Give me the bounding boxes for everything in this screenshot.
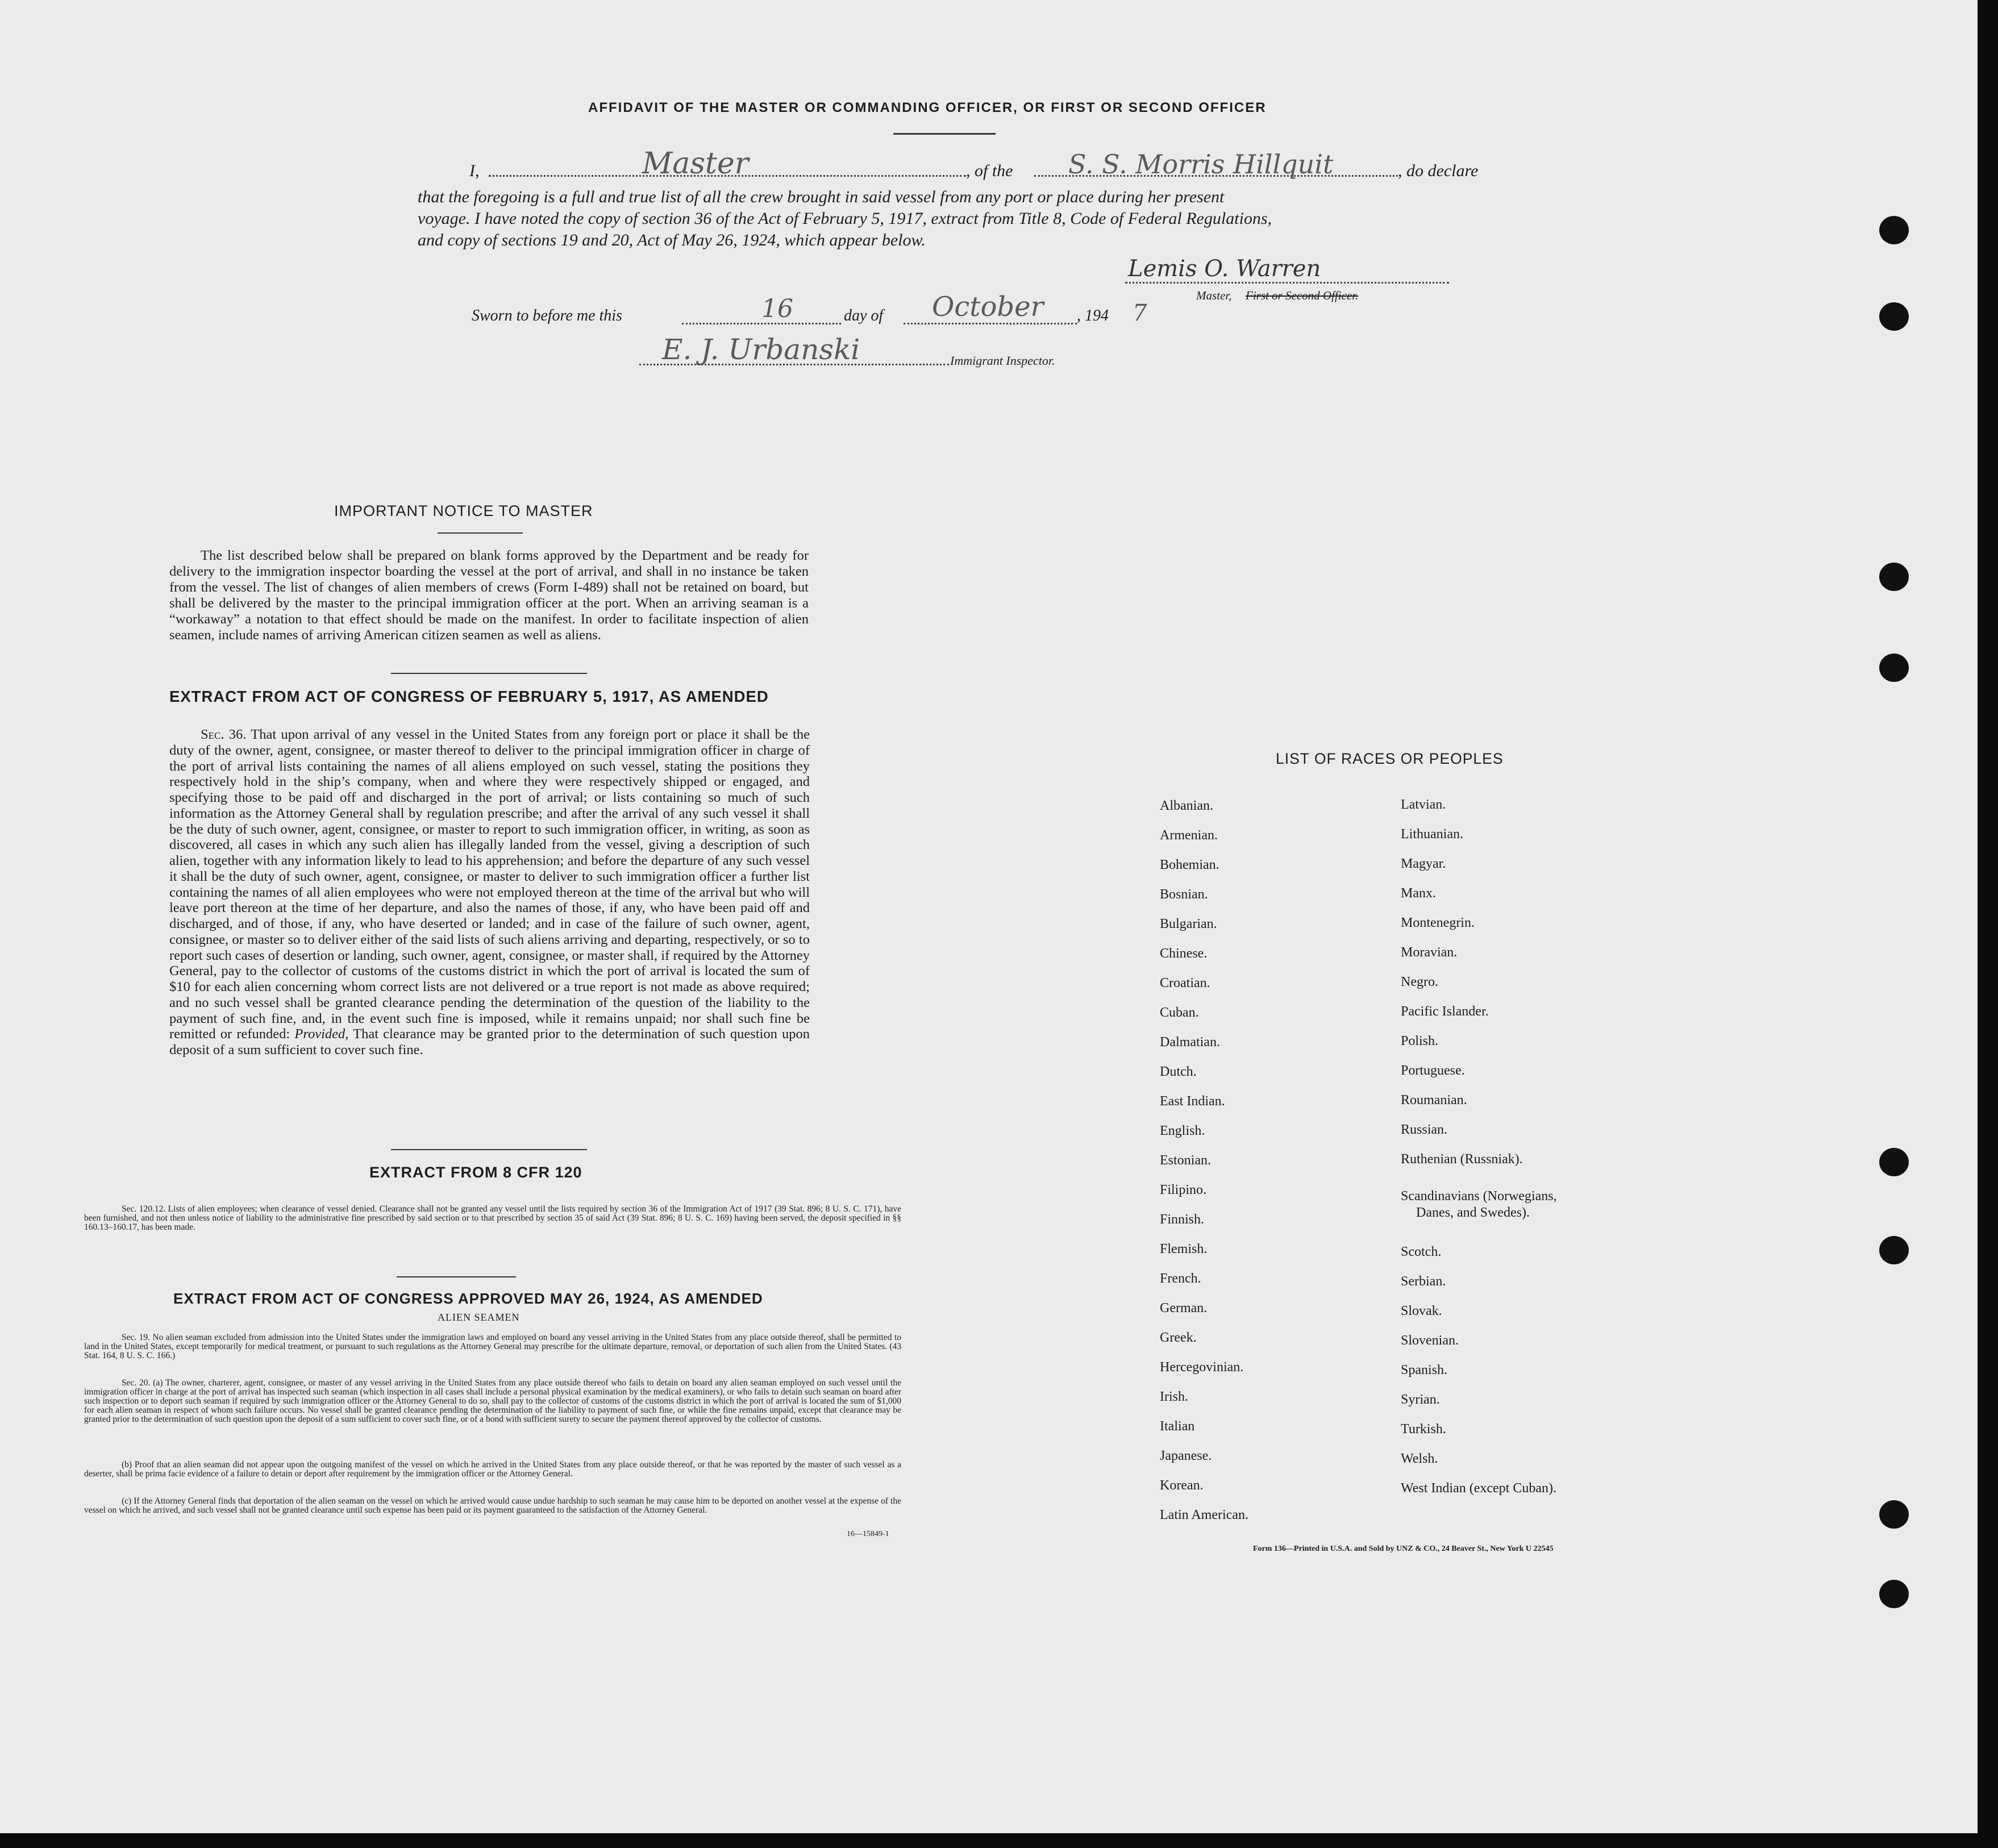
notice-title: IMPORTANT NOTICE TO MASTER [334,502,593,519]
race-item: Latvian. [1401,797,1446,812]
race-item: Dutch. [1160,1064,1197,1079]
title-rule [893,133,996,135]
punch-hole [1879,1148,1909,1176]
affidavit-title: AFFIDAVIT OF THE MASTER OR COMMANDING OFFICER, OR FIRST OR SECOND OFFICER [588,100,1267,115]
punch-hole [1879,563,1909,591]
sec-36-text: That upon arrival of any vessel in the United States from any foreign port or place it shall be the duty of the owner, agent, consignee, or master thereof to deliver to the principal immigration officer in charge of the port of arrival lists containing the names of all aliens employed on such vessel, stating the positions they respectively hold in the ship’s company, when and where they were respectively shipped or engaged, and specifying those to be paid off and discharged in the port of arrival; or lists containing so much of such information as the Attorney General shall by regulation prescribe; and after the arrival of any such vessel it shall be the duty of such owner, agent, consignee, or master to report to such immigration officer, in writing, as soon as discovered, all cases in which any such alien has illegally landed from the vessel, giving a description of such alien, together with any information likely to lead to his apprehension; and before the departure of any such vessel it shall be the duty of such owner, agent, consignee, or master to deliver to such immigration officer a further list containing the names of all alien employees who were not employed thereon at the time of the arrival but who will leave port thereon at the time of her departure, and also the names of those, if any, who have been paid off and discharged, and of those, if any, who have deserted or landed; and in case of the failure of such owner, agent, consignee, or master so to deliver either of the said lists of such aliens arriving and departing, respectively, or so to report such cases of desertion or landing, such owner, agent, consignee, or master shall, if required by the Attorney General, pay to the collector of customs of the customs district in which the port of arrival is located the sum of $10 for each alien concerning whom correct lists are not delivered or a true report is not made as above required; and no such vessel shall be granted clearance pending the determination of the question of the liability to the payment of such fine, and, in the event such fine is imposed, while it remains unpaid; nor shall such fine be remitted or refunded: [169,727,810,1042]
race-item: Cuban. [1160,1005,1199,1020]
race-item: Chinese. [1160,946,1208,961]
sec-20a-text: Sec. 20. (a) The owner, charterer, agent, consignee, or master of any vessel arriving in the United States from any place outside thereof who fails to detain on board any alien seaman employed on such vessel until the immigration officer in charge at the port of arrival has inspected such seaman (which inspection in all cases shall include a personal physical examination by the medical examiners), or who fails to detain such seaman on board after such inspection or to deport such seaman if required by such immigration officer or the Attorney General to do so, shall pay to the collector of customs of the customs district in which the port of arrival is located the sum of $1,000 for each alien seaman in respect of whom such failure occurs. No vessel shall be granted clearance pending the determination of the liability to payment of such fine, or while the fine remains unpaid, except that clearance may be granted prior to the determination of such question upon the deposit of a sum sufficient to cover such fine, or of a bond with sufficient surety to secure the payment thereof approved by the collector of customs. [84,1378,901,1424]
race-item: Montenegrin. [1401,915,1475,930]
punch-hole [1879,1500,1909,1529]
affidavit-line-2: that the foregoing is a full and true list of all the crew brought in said vessel from any port or place during her present [418,188,1225,206]
inspector-signature-line [639,364,949,365]
affidavit-line-3: voyage. I have noted the copy of section 36 of the Act of February 5, 1917, extract from Title 8, Code of Federal Regulations, [418,209,1272,228]
cfr-body: Sec. 120.12. Lists of alien employees; when clearance of vessel denied. Clearance shall not be granted any vessel until the lists required by section 36 of the Immigration Act of 1917 (39 Stat. 896; 8 U. S. C. 171), have been furnished, and not then unless notice of liability to the administrative fine prescribed by said section or to that prescribed by section 35 of said Act (39 Stat. 896; 8 U. S. C. 169) having been served, the deposit specified in §§ 160.13–160.17, has been made. [84,1204,901,1232]
race-item: Irish. [1160,1389,1188,1404]
race-item: Armenian. [1160,828,1218,843]
race-item: Filipino. [1160,1183,1207,1197]
race-item: Estonian. [1160,1153,1211,1168]
race-item: Flemish. [1160,1242,1208,1256]
provided-word: Provided, [294,1026,349,1042]
cfr-end-rule [397,1276,516,1277]
race-item: Korean. [1160,1478,1204,1493]
of-the-label: , of the [966,161,1013,180]
extract-1924-title: EXTRACT FROM ACT OF CONGRESS APPROVED MAY 26, 1924, AS AMENDED [173,1290,763,1307]
form-footer: Form 136—Printed in U.S.A. and Sold by UNZ & CO., 24 Beaver St., New York U 22545 [1253,1545,1554,1553]
year-prefix: , 194 [1077,307,1109,324]
master-signature: Lemis O. Warren [1128,256,1321,282]
race-item: Scandinavians (Norwegians, [1401,1189,1557,1204]
race-item: Lithuanian. [1401,827,1463,842]
cfr-title: EXTRACT FROM 8 CFR 120 [369,1164,582,1181]
sec-20b-text: (b) Proof that an alien seaman did not appear upon the outgoing manifest of the vessel on which he arrived in the United States from any place outside thereof, or that he was reported by the master of such vessel as a deserter, shall be prima facie evidence of a failure to detain or deport after requirement by the immigration officer or the Attorney General. [84,1460,901,1479]
master-signature-line [1125,282,1449,284]
month-handwriting: October [932,291,1044,323]
race-item: Syrian. [1401,1392,1440,1407]
race-item: Spanish. [1401,1363,1448,1377]
race-item: Latin American. [1160,1508,1248,1522]
race-item: Finnish. [1160,1212,1205,1227]
race-item: West Indian (except Cuban). [1401,1481,1556,1496]
punch-hole [1879,654,1909,682]
race-item: Magyar. [1401,856,1446,871]
vessel-handwriting: S. S. Morris Hillquit [1068,149,1334,180]
sec-19-text: Sec. 19. No alien seaman excluded from admission into the United States under the immigration laws and employed on board any vessel arriving in the United States from any place outside thereof, shall be permitted to land in the United States, except temporarily for medical treatment, or pursuant to such regulations as the Attorney General may prescribe for the ultimate departure, removal, or deportation of such alien from the United States. (43 Stat. 164, 8 U. S. C. 166.) [84,1333,901,1360]
sworn-label: Sworn to before me this [472,307,622,324]
sec-36-end: That clearance may be granted prior to the determination of such question upon deposit of a sum sufficient to cover such fine. [169,1026,810,1058]
alien-seamen-subtitle: ALIEN SEAMEN [438,1312,520,1323]
scan-edge-bottom [0,1833,1998,1848]
affidavit-line-4: and copy of sections 19 and 20, Act of May 26, 1924, which appear below. [418,231,926,249]
race-item: Bulgarian. [1160,917,1217,931]
race-item: Ruthenian (Russniak). [1401,1152,1523,1167]
notice-rule [438,532,523,534]
race-item: Slovenian. [1401,1333,1459,1348]
race-item: Dalmatian. [1160,1035,1220,1050]
race-item: Hercegovinian. [1160,1360,1244,1375]
scan-edge-right [1978,0,1998,1848]
race-item: Negro. [1401,975,1438,989]
race-item: Greek. [1160,1330,1197,1345]
races-title: LIST OF RACES OR PEOPLES [1276,750,1504,767]
notice-end-rule [391,673,587,674]
declare-label: , do declare [1398,161,1479,180]
race-item: Roumanian. [1401,1093,1467,1108]
race-item: Manx. [1401,886,1436,901]
affidavit-i: I, [469,161,480,180]
race-item: Bohemian. [1160,858,1219,872]
sec-36-label: Sec. 36. [201,727,247,742]
race-item: Serbian. [1401,1274,1446,1289]
race-item: Pacific Islander. [1401,1004,1489,1019]
race-item: Moravian. [1401,945,1458,960]
race-item: Portuguese. [1401,1063,1465,1078]
race-item: English. [1160,1123,1205,1138]
extract-1917-end-rule [391,1149,587,1150]
inspector-caption: Immigrant Inspector. [950,353,1055,368]
extract-1917-body [169,727,810,1058]
year-digit-handwriting: 7 [1133,300,1147,326]
day-handwriting: 16 [761,294,793,323]
race-item: East Indian. [1160,1094,1225,1109]
race-item: Japanese. [1160,1449,1212,1463]
race-item: French. [1160,1271,1201,1286]
form-code: 16—15849-1 [847,1530,889,1538]
extract-1917-title: EXTRACT FROM ACT OF CONGRESS OF FEBRUARY 5, 1917, AS AMENDED [169,688,769,705]
punch-hole [1879,1580,1909,1608]
race-item: Slovak. [1401,1304,1442,1318]
race-item: Russian. [1401,1122,1448,1137]
race-item: Albanian. [1160,798,1213,813]
role-handwriting: Master [642,147,749,181]
race-item: Bosnian. [1160,887,1208,902]
month-blank [904,323,1077,324]
race-item: Croatian. [1160,976,1210,990]
punch-hole [1879,216,1909,244]
race-item: German. [1160,1301,1208,1316]
race-item: Turkish. [1401,1422,1446,1437]
inspector-signature: E. J. Urbanski [662,333,860,366]
race-item-continuation: Danes, and Swedes). [1416,1205,1530,1220]
notice-body: The list described below shall be prepared on blank forms approved by the Department and be ready for delivery to the immigration inspector boarding the vessel at the port of arrival, and shall in no instance be taken from the vessel. The list of changes of alien members of crews (Form I-489) shall not be retained on board, but shall be delivered by the master to the principal immigration officer at the port. When an arriving seaman is a “workaway” a notation to that effect should be made on the manifest. In order to facilitate inspection of alien seamen, include names of arriving American citizen seamen as well as aliens. [169,548,809,643]
race-item: Italian [1160,1419,1195,1434]
punch-hole [1879,302,1909,331]
officer-caption-struck: First or Second Officer. [1246,289,1359,302]
day-of-label: day of [844,307,884,324]
punch-hole [1879,1236,1909,1264]
race-item: Welsh. [1401,1451,1438,1466]
master-caption: Master, [1196,289,1232,302]
sec-20c-text: (c) If the Attorney General finds that deportation of the alien seaman on the vessel on which he arrived would cause undue hardship to such seaman he may cause him to be deported on another vessel at the expense of the vessel on which he arrived, and such vessel shall not be granted clearance until such expense has been paid or its payment guaranteed to the satisfaction of the Attorney General. [84,1496,901,1515]
race-item: Scotch. [1401,1245,1442,1259]
race-item: Polish. [1401,1034,1439,1048]
